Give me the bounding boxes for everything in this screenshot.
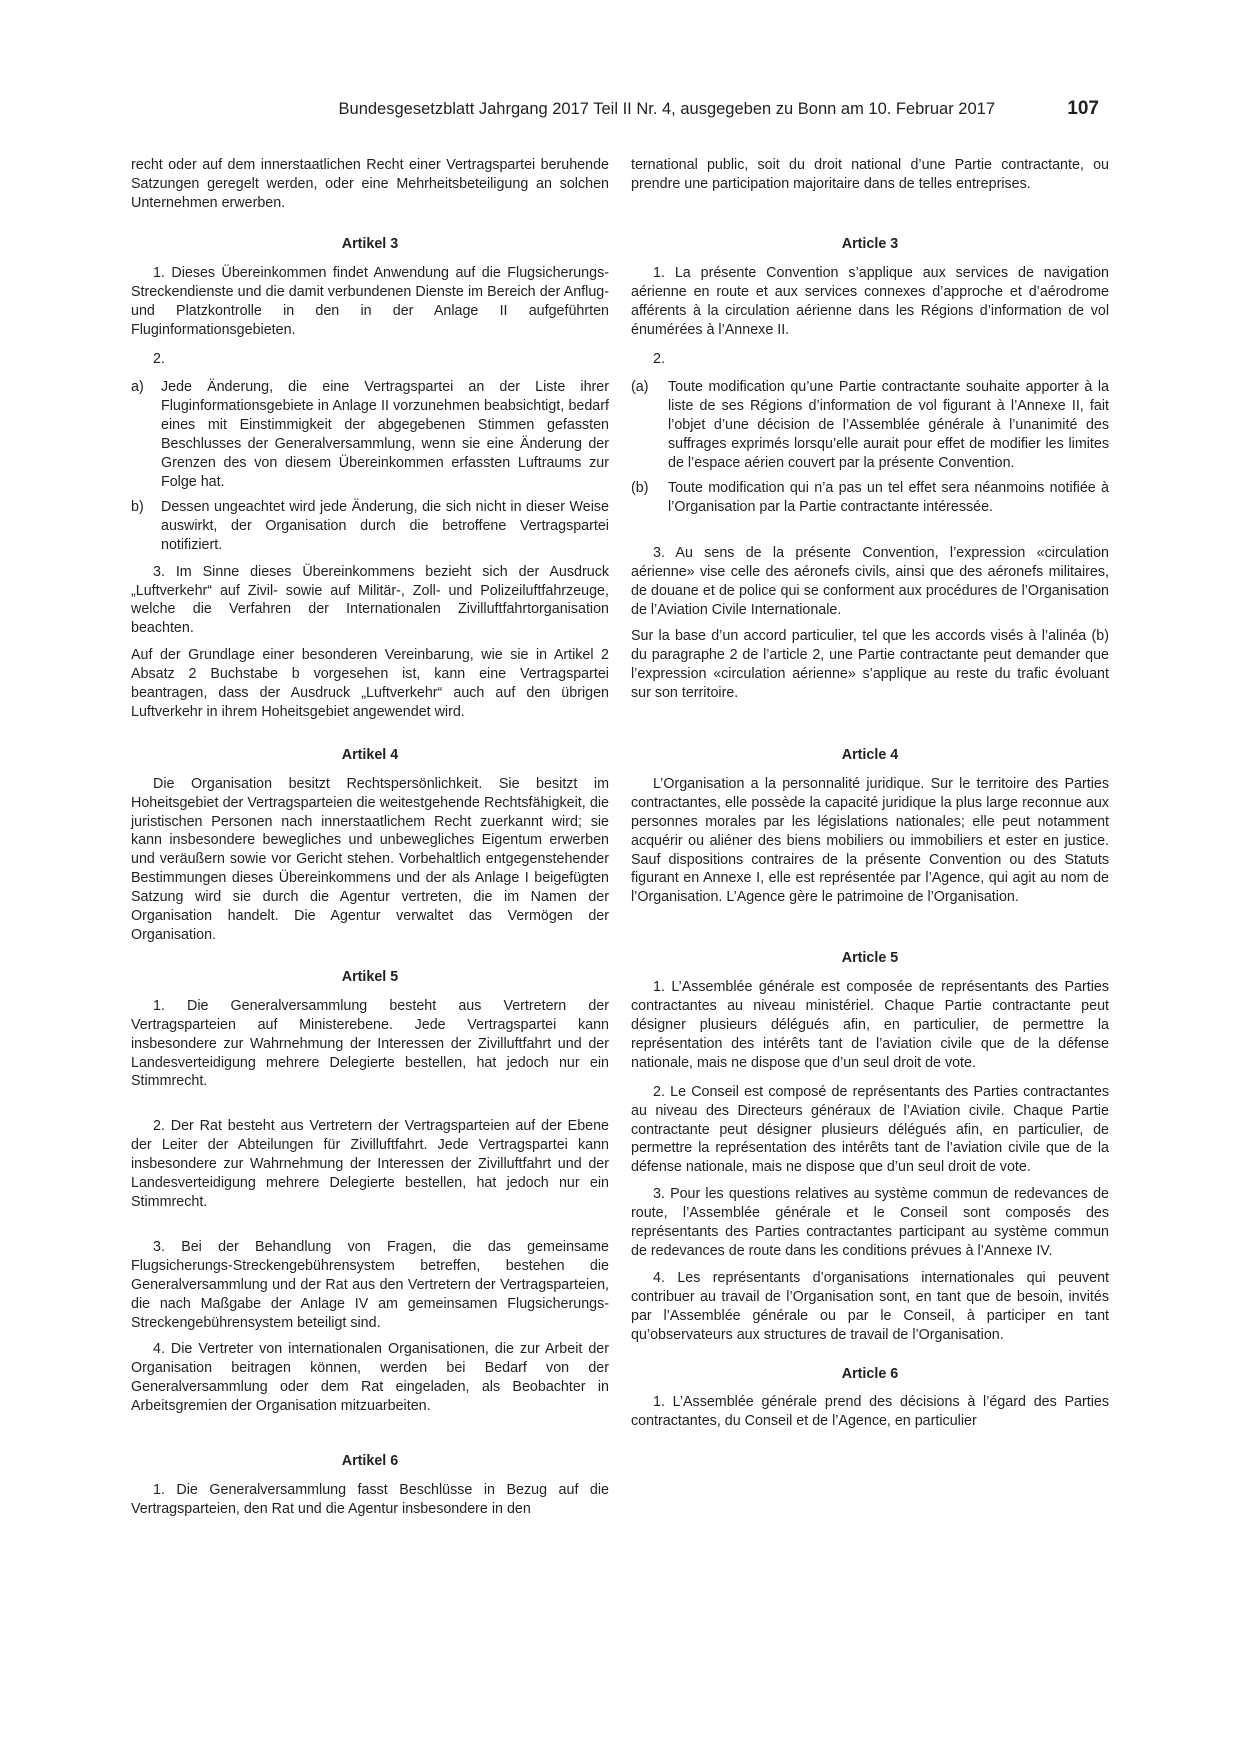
- item-b-label-fr: (b): [631, 479, 649, 496]
- item-b-text-fr: Toute modification qui n’a pas un tel effet sera néanmoins notifiée à l’Organisation par la Partie contractante intéressée.: [668, 479, 1109, 515]
- article-3-para-3-de: 3. Im Sinne dieses Übereinkommens bezieht sich der Ausdruck „Luftverkehr“ auf Zivil- sowie auf Militär-, Zoll- und Polizeiluftfahrzeuge, welche die Verfahren der Internationalen Zivilluftfahrtorganisation beachten.: [131, 563, 609, 637]
- article-5-para-4-de: 4. Die Vertreter von internationalen Organisationen, die zur Arbeit der Organisation beitragen können, werden bei Bedarf von der Generalversammlung oder dem Rat eingeladen, als Beobachter in Arbeitsgremien der Organisation mitzuarbeiten.: [131, 1341, 609, 1415]
- article-6-heading-de: Artikel 6: [341, 1453, 399, 1470]
- article-4-para-1-de: Die Organisation besitzt Rechtspersönlichkeit. Sie besitzt im Hoheitsgebiet der Vertragsparteien die weitestgehende Rechtsfähigkeit, die juristischen Personen nach innerstaatlichem Recht zuerkannt wird; sie kann insbesondere bewegliches und unbewegliches Eigentum erwerben und veräußern sowie vor Gericht stehen. Vorbehaltlich entgegenstehender Bestimmungen dieses Übereinkommens und der als Anlage I beigefügten Satzung wird sie durch die Agentur vertreten, die im Namen der Organisation handelt. Die Agentur verwaltet das Vermögen der Organisation.: [131, 775, 609, 943]
- item-a-text-fr: Toute modification qu’une Partie contractante souhaite apporter à la liste de ses Régions d’information de vol figurant à l’Annexe II, fait l’objet d’une décision de l’Assemblée générale à l’unanimité des suffrages exprimés lorsqu’elle aurait pour effet de modifier les limites de l’espace aérien couvert par la présente Convention.: [668, 379, 1109, 472]
- article-3-item-a-fr: [631, 378, 1109, 473]
- german-intro-paragraph: recht oder auf dem innerstaatlichen Recht einer Vertragspartei beruhende Satzungen geregelt werden, oder eine Mehrheitsbeteiligung an solchen Unternehmen erwerben.: [131, 157, 609, 211]
- article-3-heading-fr: Article 3: [841, 236, 899, 252]
- article-3-item-b-fr: [631, 479, 1109, 517]
- item-b-text-de: Dessen ungeachtet wird jede Änderung, die sich nicht in dieser Weise auswirkt, der Organisation durch die betroffene Vertragspartei notifiziert.: [161, 498, 609, 553]
- article-4-heading-de: Artikel 4: [341, 746, 399, 763]
- article-5-para-1-de: 1. Die Generalversammlung besteht aus Vertretern der Vertragsparteien auf Ministerebene. Jede Vertragspartei kann insbesondere zur Wahrnehmung der Interessen der Zivilluftfahrt und der Landesverteidigung mehrere Delegierte bestellen, hat jedoch nur ein Stimmrecht.: [131, 997, 609, 1090]
- article-5-heading-de: Artikel 5: [341, 968, 399, 985]
- item-a-label-fr: (a): [631, 379, 649, 396]
- article-4-para-1-fr: L’Organisation a la personnalité juridique. Sur le territoire des Parties contractantes, elle possède la capacité juridique la plus large reconnue aux personnes morales par les législations nationales; elle peut notamment acquérir ou aliéner des biens mobiliers ou immobiliers et ester en justice. Sauf dispositions contraires de la présente Convention ou des Statuts figurant en Annexe I, elle est représentée par l’Agence, qui agit au nom de l’Organisation. L’Agence gère le patrimoine de l’Organisation.: [631, 775, 1109, 906]
- article-3-heading-de: Artikel 3: [341, 236, 399, 252]
- article-3-para-1-de: 1. Dieses Übereinkommen findet Anwendung auf die Flugsicherungs-Streckendienste und die damit verbundenen Dienste im Bereich der Anflug- und Platzkontrolle in den in der Anlage II aufgeführten Fluginformationsgebieten.: [131, 264, 609, 338]
- article-3-para-4-fr: Sur la base d’un accord particulier, tel que les accords visés à l’alinéa (b) du paragraphe 2 de l’article 2, une Partie contractante peut demander que l’expression «circulation aérienne» s’applique au reste du trafic évoluant sur son territoire.: [631, 628, 1109, 702]
- item-b-label-de: b): [131, 498, 144, 515]
- article-3-para-2-fr: 2.: [653, 350, 665, 367]
- item-a-label-de: a): [131, 379, 144, 396]
- page-header: [250, 100, 1099, 124]
- article-6-para-1-fr: 1. L’Assemblée générale prend des décisions à l’égard des Parties contractantes, du Conseil et de l’Agence, en particulier: [631, 1394, 1109, 1430]
- article-5-heading-fr: Article 5: [841, 950, 899, 967]
- item-a-text-de: Jede Änderung, die eine Vertragspartei an der Liste ihrer Fluginformationsgebiete in Anlage II vorzunehmen beabsichtigt, bedarf eines mit Einstimmigkeit der abgegebenen Stimmen gefassten Beschlusses der Generalversammlung, wenn sie eine Änderung der Grenzen des von diesem Übereinkommen erfassten Luftraums zur Folge hat.: [161, 379, 609, 490]
- french-intro-paragraph: ternational public, soit du droit national d’une Partie contractante, ou prendre une participation majoritaire dans de telles entreprises.: [631, 157, 1109, 192]
- article-6-para-1-de: 1. Die Generalversammlung fasst Beschlüsse in Bezug auf die Vertragsparteien, den Rat und die Agentur insbesondere in den: [131, 1481, 609, 1517]
- article-3-para-2-de: 2.: [153, 350, 165, 367]
- article-5-para-1-fr: 1. L’Assemblée générale est composée de représentants des Parties contractantes au niveau ministériel. Chaque Partie contractante peut désigner plusieurs délégués afin, en particulier, de permettre la représentation des intérêts tant de l’aviation civile que de la défense nationale, mais ne dispose que d’un seul droit de vote.: [631, 979, 1109, 1071]
- article-5-para-4-fr: 4. Les représentants d’organisations internationales qui peuvent contribuer au travail de l’Organisation sont, en tant que de besoin, invités par l’Assemblée générale ou par le Conseil, à participer en tant qu’observateurs aux structures de travail de l’Organisation.: [631, 1269, 1109, 1343]
- article-5-para-3-de: 3. Bei der Behandlung von Fragen, die das gemeinsame Flugsicherungs-Streckengebührensystem betreffen, bestehen die Generalversammlung und der Rat aus den Vertretern der Vertragsparteien, die nach Maßgabe der Anlage IV am gemeinsamen Flugsicherungs-Streckengebührensystem beteiligt sind.: [131, 1238, 609, 1331]
- article-6-heading-fr: Article 6: [841, 1365, 899, 1382]
- article-3-para-1-fr: 1. La présente Convention s’applique aux services de navigation aérienne en route et aux services connexes d’approche et d’aérodrome afférents à la circulation aérienne dans les Régions d’information de vol énumérées à l’Annexe II.: [631, 264, 1109, 338]
- article-5-para-2-fr: 2. Le Conseil est composé de représentants des Parties contractantes au niveau des Directeurs généraux de l’Aviation civile. Chaque Partie contractante peut désigner plusieurs délégués afin, en particulier, de permettre la représentation des intérêts tant de l’aviation civile que de la défense nationale, mais ne dispose que d’un seul droit de vote.: [631, 1083, 1109, 1176]
- article-3-item-b-de: [131, 498, 609, 555]
- article-4-heading-fr: Article 4: [841, 747, 899, 764]
- running-title: Bundesgesetzblatt Jahrgang 2017 Teil II Nr. 4, ausgegeben zu Bonn am 10. Februar 2017: [338, 100, 995, 118]
- article-5-para-3-fr: 3. Pour les questions relatives au système commun de redevances de route, l’Assemblée générale et le Conseil sont composés des représentants des Parties contractantes participant au système commun de redevances de route dans les conditions prévues à l’Annexe IV.: [631, 1186, 1109, 1259]
- article-3-item-a-de: [131, 378, 609, 491]
- article-5-para-2-de: 2. Der Rat besteht aus Vertretern der Vertragsparteien auf der Ebene der Leiter der Abteilungen für Zivilluftfahrt. Jede Vertragspartei kann insbesondere zur Wahrnehmung der Interessen der Zivilluftfahrt und der Landesverteidigung mehrere Delegierte bestellen, hat jedoch nur ein Stimmrecht.: [131, 1118, 609, 1210]
- french-column: [631, 156, 1109, 1431]
- article-3-para-3-fr: 3. Au sens de la présente Convention, l’expression «circulation aérienne» vise celle des aéronefs civils, ainsi que des aéronefs militaires, de douane et de police qui se conforment aux procédures de l’Organisation de l’Aviation Civile Internationale.: [631, 544, 1109, 618]
- german-column: [131, 156, 609, 1519]
- article-3-para-4-de: Auf der Grundlage einer besonderen Vereinbarung, wie sie in Artikel 2 Absatz 2 Buchstabe b vorgesehen ist, kann eine Vertragspartei beantragen, dass der Ausdruck „Luftverkehr“ auch auf den übrigen Luftverkehr in ihrem Hoheitsgebiet angewendet wird.: [131, 647, 609, 720]
- page-number: 107: [1067, 98, 1099, 119]
